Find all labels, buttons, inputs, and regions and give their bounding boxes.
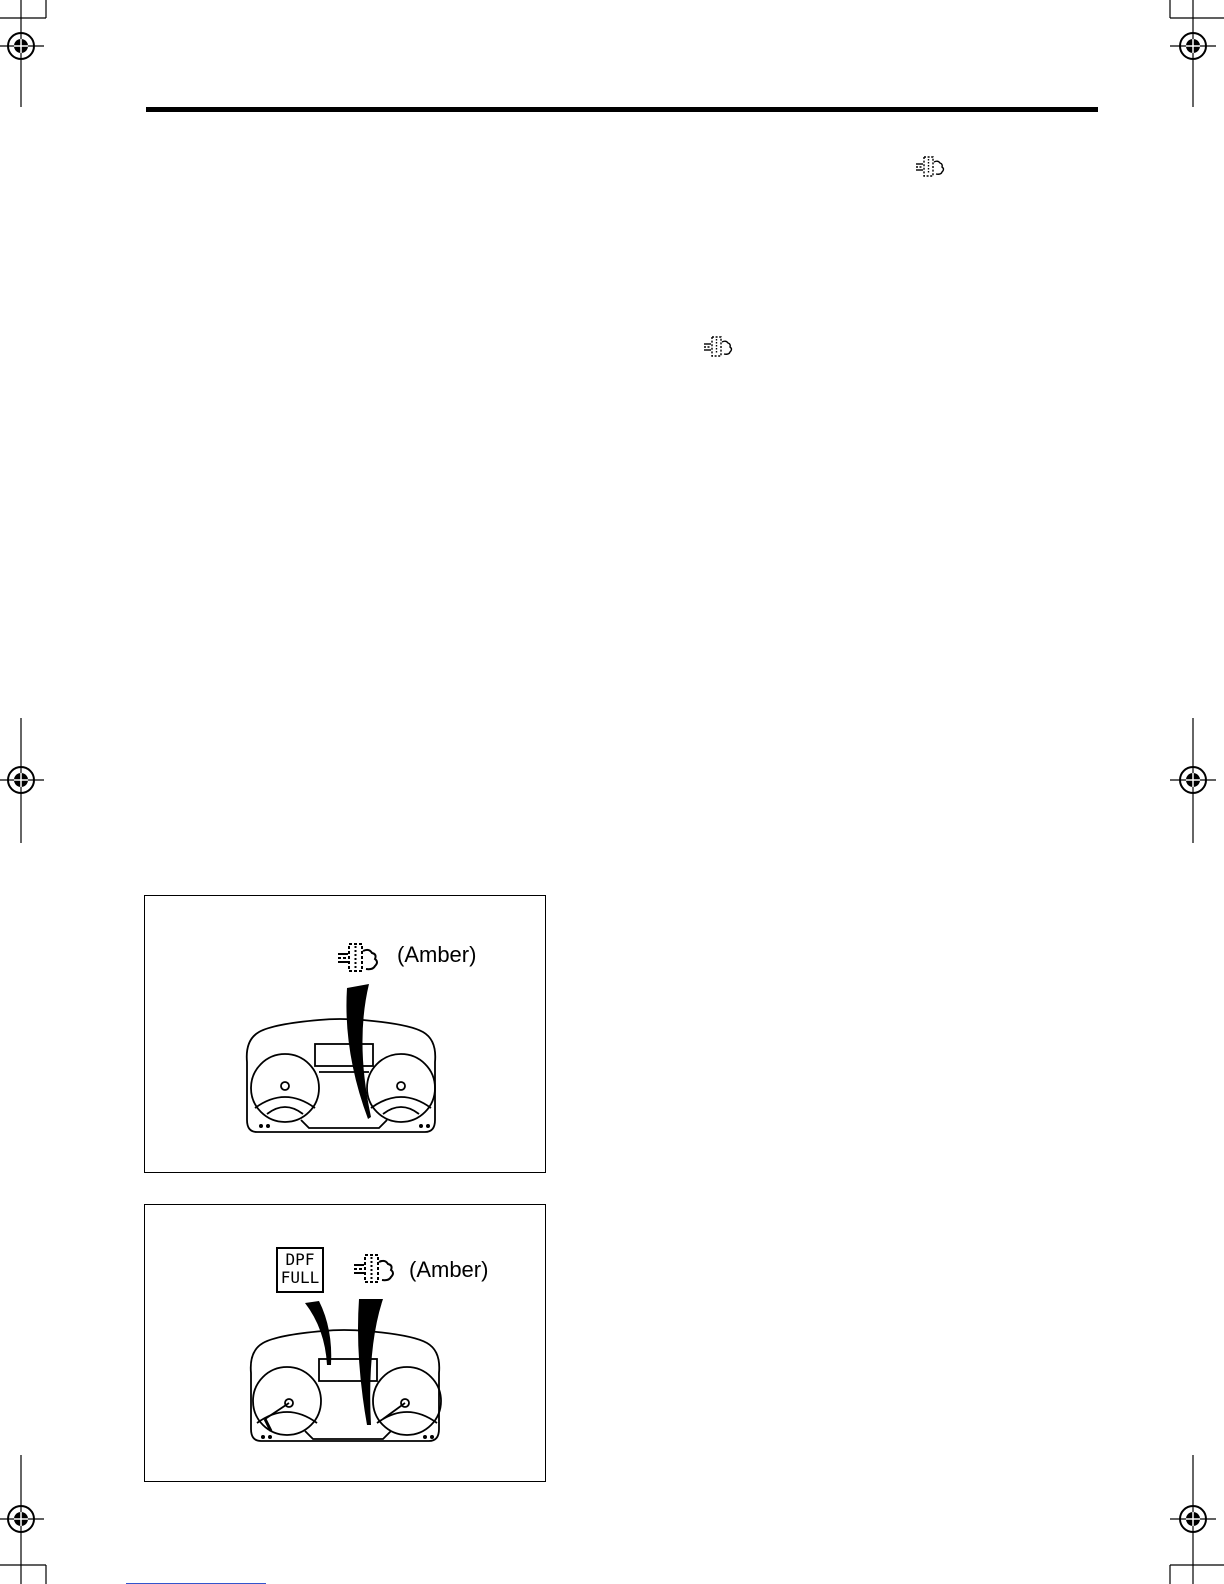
target-mark-mid-right [1170,718,1216,843]
indicator-color-label: (Amber) [409,1257,489,1282]
target-mark-top-right [1170,0,1216,107]
target-mark-mid-left [0,718,44,843]
dpf-full-line-2: FULL [280,1268,320,1287]
indicator-pointer [341,982,381,1142]
figure-dpf-full [144,1204,546,1482]
target-mark-top-left [0,0,44,107]
dpf-full-display [276,1247,324,1293]
dpf-warning-icon [335,940,383,976]
indicator-pointer [353,1297,389,1427]
dpf-warning-icon [351,1251,399,1287]
indicator-color-label: (Amber) [397,942,477,967]
header-rule [146,107,1098,112]
dpf-full-pointer [303,1299,339,1371]
figure-dpf-indicator [144,895,546,1173]
dpf-warning-icon [914,154,948,180]
dpf-full-line-1: DPF [285,1250,315,1269]
dpf-warning-icon [702,334,736,360]
instrument-cluster [245,1301,445,1451]
